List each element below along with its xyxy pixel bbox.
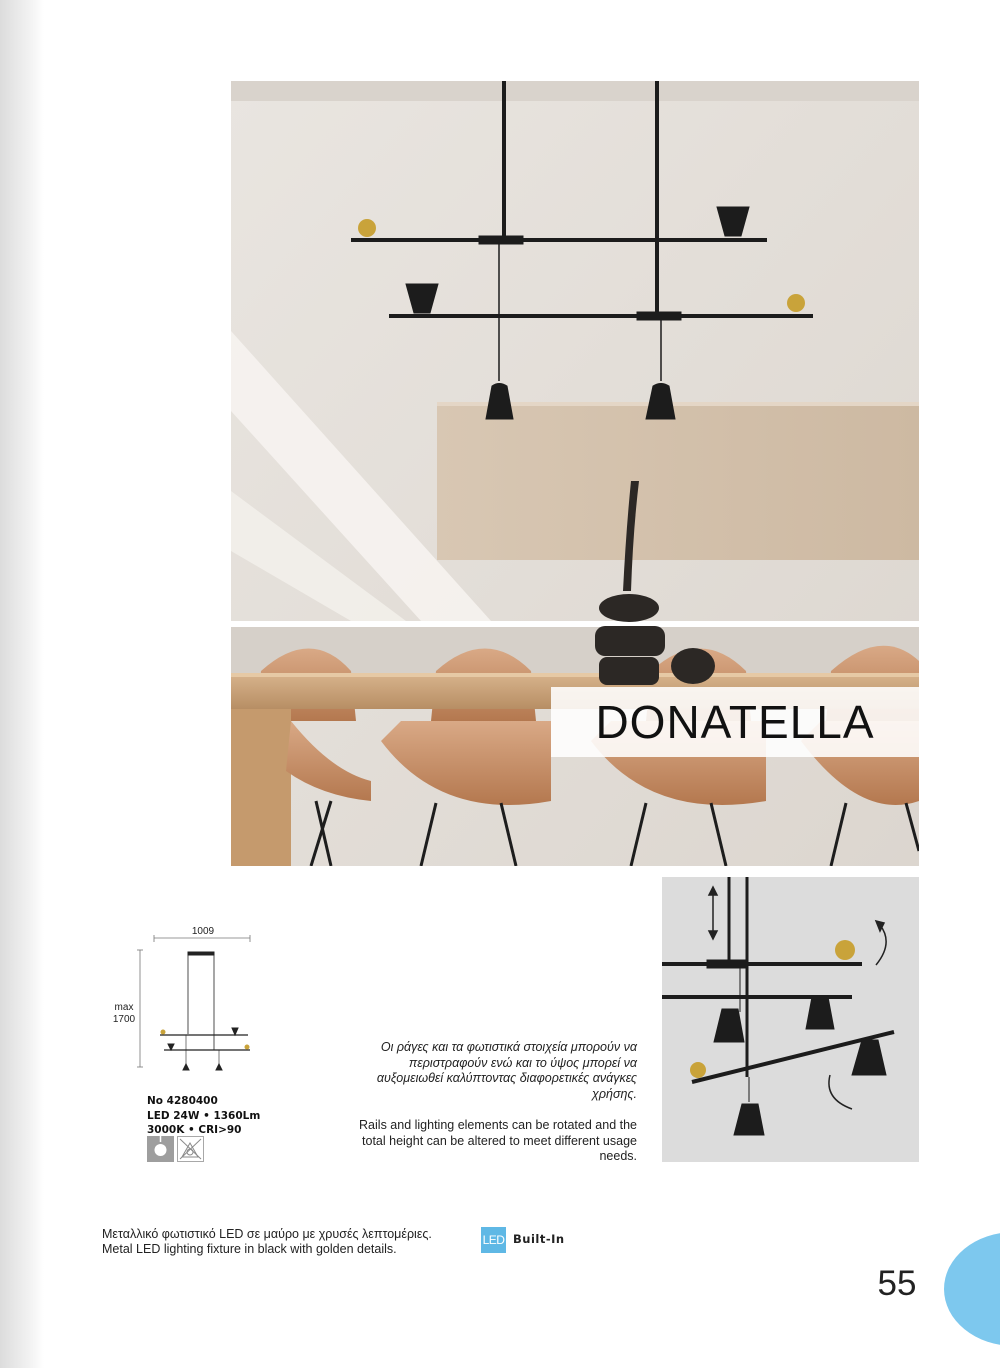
material-description [102, 1227, 432, 1257]
hero-photo [231, 81, 919, 866]
led-badge-icon: LED [481, 1227, 506, 1253]
dimension-height: 1700 [112, 1014, 136, 1025]
product-title-band [551, 687, 919, 757]
description-greek: Οι ράγες και τα φωτιστικά στοιχεία μπορούν να περιστραφούν ενώ και το ύψος μπορεί να αυξομειωθεί καλύπτοντας διαφορετικές ανάγκες χρήσης. [376, 1040, 637, 1101]
fixture-detail-illustration [662, 877, 919, 1162]
description-english: Rails and lighting elements can be rotated and the total height can be altered to meet different usage needs. [359, 1118, 637, 1163]
material-greek: Μεταλλικό φωτιστικό LED σε μαύρο με χρυσές λεπτομέριες. [102, 1227, 432, 1241]
technical-drawing [108, 922, 268, 1092]
material-english: Metal LED lighting fixture in black with golden details. [102, 1242, 397, 1256]
product-code: No 4280400 [147, 1095, 218, 1107]
page-tab-marker [944, 1232, 1000, 1346]
led-dot-icon [147, 1136, 174, 1162]
no-dimmer-icon [177, 1136, 204, 1162]
page-number: 55 [877, 1264, 917, 1303]
product-power: LED 24W • 1360Lm [147, 1109, 261, 1122]
dimension-height-label: max [114, 1002, 134, 1013]
product-color-temp: 3000K • CRI>90 [147, 1124, 242, 1136]
dimension-width: 1009 [191, 926, 215, 937]
product-title: DONATELLA [595, 696, 875, 748]
detail-photo [662, 877, 919, 1162]
product-specs [147, 1094, 260, 1138]
led-type-label: Built-In [513, 1232, 565, 1246]
spec-icons [147, 1136, 204, 1162]
book-spine-shadow [0, 0, 44, 1368]
